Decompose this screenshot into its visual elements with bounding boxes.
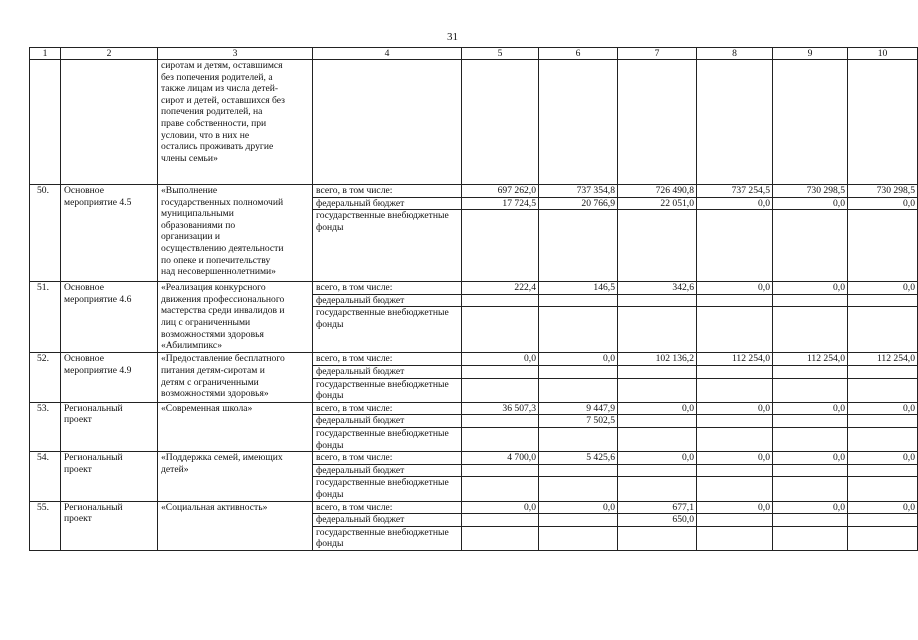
empty-cell: [30, 60, 61, 185]
activity-type: Основное мероприятие 4.6: [61, 282, 158, 353]
row-number: 54.: [30, 452, 61, 501]
total-value: 112 254,0: [773, 353, 848, 366]
federal-value: 7 502,5: [539, 415, 618, 428]
row-number: 55.: [30, 501, 61, 550]
offbudget-value: [618, 477, 697, 501]
activity-name: «Реализация конкурсного движения профессионального мастерства среди инвалидов и лиц с ограниченными возможностями здоровья «Абилимпикс»: [158, 282, 313, 353]
offbudget-value: [773, 307, 848, 353]
total-value: 0,0: [848, 402, 918, 415]
source-offbudget-label: государственные внебюджетные фонды: [313, 427, 462, 451]
offbudget-value: [539, 526, 618, 550]
total-value: 0,0: [773, 452, 848, 465]
total-value: 737 254,5: [697, 185, 773, 198]
total-value: 0,0: [618, 452, 697, 465]
offbudget-value: [618, 526, 697, 550]
source-federal-label: федеральный бюджет: [313, 294, 462, 307]
table-row: [30, 402, 918, 415]
federal-value: [539, 294, 618, 307]
header-cell: 2: [61, 48, 158, 60]
total-value: 697 262,0: [462, 185, 539, 198]
federal-value: [618, 415, 697, 428]
table-row: [30, 501, 918, 514]
federal-value: [697, 365, 773, 378]
activity-type: Основное мероприятие 4.5: [61, 185, 158, 282]
table-row: [30, 353, 918, 366]
empty-cell: [313, 60, 462, 185]
federal-value: [848, 464, 918, 477]
row-number: 53.: [30, 402, 61, 451]
source-federal-label: федеральный бюджет: [313, 197, 462, 210]
offbudget-value: [618, 307, 697, 353]
row-number: 51.: [30, 282, 61, 353]
source-federal-label: федеральный бюджет: [313, 514, 462, 527]
empty-cell: [618, 60, 697, 185]
federal-value: [539, 514, 618, 527]
total-value: 112 254,0: [697, 353, 773, 366]
federal-value: [539, 464, 618, 477]
federal-value: [848, 415, 918, 428]
source-total-label: всего, в том числе:: [313, 452, 462, 465]
federal-value: [848, 294, 918, 307]
offbudget-value: [539, 477, 618, 501]
federal-value: [773, 464, 848, 477]
activity-type: Основное мероприятие 4.9: [61, 353, 158, 402]
offbudget-value: [539, 427, 618, 451]
offbudget-value: [462, 307, 539, 353]
total-value: 112 254,0: [848, 353, 918, 366]
header-cell: 3: [158, 48, 313, 60]
source-offbudget-label: государственные внебюджетные фонды: [313, 210, 462, 282]
total-value: 0,0: [697, 501, 773, 514]
total-value: 0,0: [697, 402, 773, 415]
offbudget-value: [773, 427, 848, 451]
federal-value: [618, 464, 697, 477]
total-value: 0,0: [773, 402, 848, 415]
source-federal-label: федеральный бюджет: [313, 464, 462, 477]
total-value: 0,0: [539, 501, 618, 514]
source-total-label: всего, в том числе:: [313, 282, 462, 295]
total-value: 0,0: [848, 452, 918, 465]
activity-type: Региональный проект: [61, 402, 158, 451]
source-offbudget-label: государственные внебюджетные фонды: [313, 526, 462, 550]
total-value: 726 490,8: [618, 185, 697, 198]
activity-name: «Социальная активность»: [158, 501, 313, 550]
source-federal-label: федеральный бюджет: [313, 415, 462, 428]
empty-cell: [61, 60, 158, 185]
offbudget-value: [539, 378, 618, 402]
total-value: 222,4: [462, 282, 539, 295]
source-total-label: всего, в том числе:: [313, 501, 462, 514]
empty-cell: [539, 60, 618, 185]
header-row: [30, 48, 918, 60]
source-total-label: всего, в том числе:: [313, 402, 462, 415]
offbudget-value: [773, 378, 848, 402]
federal-value: [462, 514, 539, 527]
header-cell: 4: [313, 48, 462, 60]
total-value: 730 298,5: [773, 185, 848, 198]
source-total-label: всего, в том числе:: [313, 185, 462, 198]
continuation-text: сиротам и детям, оставшимся без попечения родителей, а также лицам из числа детей- сирот и детей, оставшихся без попечения родителей, на праве собственности, при условии, что в них не остались проживать другие члены семьи»: [158, 60, 313, 185]
federal-value: [697, 294, 773, 307]
activity-name: «Предоставление бесплатного питания детям-сиротам и детям с ограниченными возможностями здоровья»: [158, 353, 313, 402]
offbudget-value: [773, 526, 848, 550]
total-value: 0,0: [697, 282, 773, 295]
federal-value: [848, 514, 918, 527]
offbudget-value: [848, 210, 918, 282]
federal-value: 650,0: [618, 514, 697, 527]
federal-value: [618, 365, 697, 378]
row-number: 52.: [30, 353, 61, 402]
source-offbudget-label: государственные внебюджетные фонды: [313, 307, 462, 353]
federal-value: [697, 464, 773, 477]
federal-value: [618, 294, 697, 307]
offbudget-value: [848, 526, 918, 550]
total-value: 677,1: [618, 501, 697, 514]
total-value: 0,0: [462, 501, 539, 514]
federal-value: 0,0: [697, 197, 773, 210]
federal-value: [773, 415, 848, 428]
table-row: [30, 282, 918, 295]
total-value: 730 298,5: [848, 185, 918, 198]
header-cell: 5: [462, 48, 539, 60]
activity-name: «Выполнение государственных полномочий муниципальными образованиями по организации и осуществлению деятельности по опеке и попечительству над несовершеннолетними»: [158, 185, 313, 282]
header-cell: 1: [30, 48, 61, 60]
federal-value: [462, 365, 539, 378]
federal-value: 0,0: [773, 197, 848, 210]
offbudget-value: [462, 427, 539, 451]
header-cell: 8: [697, 48, 773, 60]
offbudget-value: [462, 477, 539, 501]
offbudget-value: [462, 378, 539, 402]
federal-value: 20 766,9: [539, 197, 618, 210]
empty-cell: [848, 60, 918, 185]
total-value: 9 447,9: [539, 402, 618, 415]
offbudget-value: [848, 307, 918, 353]
row-number: 50.: [30, 185, 61, 282]
total-value: 5 425,6: [539, 452, 618, 465]
offbudget-value: [462, 210, 539, 282]
offbudget-value: [848, 427, 918, 451]
offbudget-value: [848, 378, 918, 402]
total-value: 0,0: [773, 282, 848, 295]
offbudget-value: [618, 210, 697, 282]
source-total-label: всего, в том числе:: [313, 353, 462, 366]
empty-cell: [462, 60, 539, 185]
header-cell: 6: [539, 48, 618, 60]
source-offbudget-label: государственные внебюджетные фонды: [313, 477, 462, 501]
total-value: 342,6: [618, 282, 697, 295]
total-value: 0,0: [539, 353, 618, 366]
federal-value: 0,0: [848, 197, 918, 210]
activity-name: «Поддержка семей, имеющих детей»: [158, 452, 313, 501]
total-value: 146,5: [539, 282, 618, 295]
header-cell: 7: [618, 48, 697, 60]
federal-value: [697, 415, 773, 428]
empty-cell: [773, 60, 848, 185]
federal-value: 17 724,5: [462, 197, 539, 210]
total-value: 0,0: [848, 501, 918, 514]
empty-cell: [697, 60, 773, 185]
source-federal-label: федеральный бюджет: [313, 365, 462, 378]
offbudget-value: [697, 477, 773, 501]
total-value: 36 507,3: [462, 402, 539, 415]
table-row: [30, 185, 918, 198]
total-value: 0,0: [773, 501, 848, 514]
federal-value: [773, 365, 848, 378]
federal-value: [773, 514, 848, 527]
offbudget-value: [539, 307, 618, 353]
offbudget-value: [697, 427, 773, 451]
federal-value: 22 051,0: [618, 197, 697, 210]
total-value: 0,0: [618, 402, 697, 415]
source-offbudget-label: государственные внебюджетные фонды: [313, 378, 462, 402]
total-value: 0,0: [848, 282, 918, 295]
offbudget-value: [539, 210, 618, 282]
header-cell: 9: [773, 48, 848, 60]
offbudget-value: [773, 210, 848, 282]
table-row: [30, 452, 918, 465]
header-cell: 10: [848, 48, 918, 60]
federal-value: [462, 294, 539, 307]
budget-table: [29, 47, 918, 551]
federal-value: [848, 365, 918, 378]
offbudget-value: [848, 477, 918, 501]
offbudget-value: [697, 378, 773, 402]
total-value: 4 700,0: [462, 452, 539, 465]
continuation-row: [30, 60, 918, 185]
offbudget-value: [462, 526, 539, 550]
federal-value: [462, 415, 539, 428]
activity-type: Региональный проект: [61, 452, 158, 501]
offbudget-value: [697, 210, 773, 282]
activity-name: «Современная школа»: [158, 402, 313, 451]
federal-value: [697, 514, 773, 527]
activity-type: Региональный проект: [61, 501, 158, 550]
offbudget-value: [618, 378, 697, 402]
offbudget-value: [697, 526, 773, 550]
offbudget-value: [697, 307, 773, 353]
total-value: 0,0: [462, 353, 539, 366]
federal-value: [773, 294, 848, 307]
page-number: 31: [447, 31, 458, 43]
total-value: 737 354,8: [539, 185, 618, 198]
table-body: [30, 48, 918, 551]
offbudget-value: [618, 427, 697, 451]
total-value: 102 136,2: [618, 353, 697, 366]
offbudget-value: [773, 477, 848, 501]
federal-value: [462, 464, 539, 477]
total-value: 0,0: [697, 452, 773, 465]
federal-value: [539, 365, 618, 378]
